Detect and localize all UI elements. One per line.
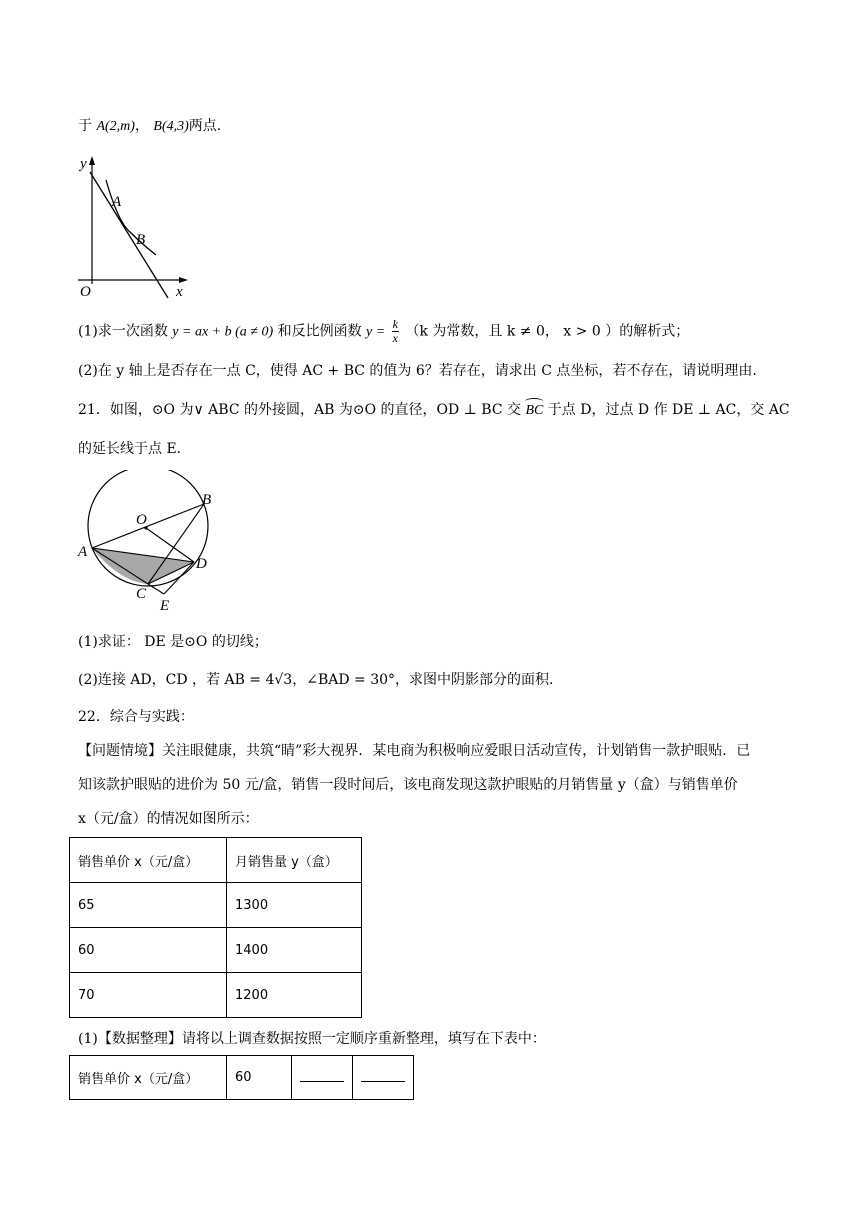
y-axis-arrow [89,156,95,165]
inverse-function-lhs: y = [366,324,386,340]
q20-part2: (2)在 y 轴上是否存在一点 C，使得 AC + BC 的值为 6？若存在，请求出 C 点坐标，若不存在，请说明理由. [78,363,757,379]
table-row [70,928,362,973]
graph-point-b: B [136,232,146,248]
x-axis-label: x [176,284,183,300]
table-cell: 65 [70,883,227,928]
q22-part1: (1)【数据整理】请将以上调查数据按照一定顺序重新整理，填写在下表中： [78,1031,546,1047]
q20-intro-prefix: 于 [78,118,92,134]
fill-in-first-value: 60 [227,1056,292,1100]
q21-line1-prefix: 21．如图，⊙O 为∨ ABC 的外接圆，AB 为⊙O 的直径，OD ⊥ BC 交 [78,402,521,418]
label-e: E [160,598,170,614]
header-price: 销售单价 x（元/盒） [70,838,227,883]
label-b: B [202,492,212,508]
q21-line2: 的延长线于点 E. [78,441,182,457]
inverse-function-fraction [392,318,399,345]
linear-function-line [90,172,168,298]
q21-line1-suffix: 于点 D，过点 D 作 DE ⊥ AC，交 AC [547,402,790,418]
separator: ， [134,118,149,134]
arc-bc-label: BC [525,401,543,421]
label-o: O [136,512,147,528]
table-cell: 70 [70,973,227,1018]
q22-paragraph-line3: x（元/盒）的情况如图所示： [78,811,259,827]
q20-part1-prefix: (1)求一次函数 [78,323,168,340]
label-c: C [136,586,147,602]
fill-in-header: 销售单价 x（元/盒） [70,1056,227,1100]
q22-paragraph-line1: 【问题情境】关注眼健康，共筑“睛”彩大视界．某电商为积极响应爱眼日活动宣传，计划销售一款护眼贴．已 [78,743,751,759]
table-row [70,883,362,928]
sales-data-table [69,837,362,1018]
q22-title: 22．综合与实践： [78,709,194,725]
blank-underline [361,1069,405,1082]
q20-intro [78,116,221,137]
table-cell: 1300 [227,883,362,928]
q20-part1 [78,318,689,345]
inverse-function-curve [106,180,156,255]
graph-point-a: A [112,194,122,210]
origin-label: O [80,284,91,300]
fill-in-table [69,1055,414,1100]
blank-underline [300,1069,344,1082]
q21-line1 [78,400,790,421]
q22-paragraph-line2: 知该款护眼贴的进价为 50 元/盒，销售一段时间后，该电商发现这款护眼贴的月销售量 y（盒）与销售单价 [78,777,738,793]
table-header-row [70,838,362,883]
q21-part2: (2)连接 AD，CD ，若 AB = 4√3，∠BAD = 30°，求图中阴影部分的面积. [78,672,554,688]
point-b-label: B(4,3) [153,119,189,134]
table-cell: 60 [70,928,227,973]
diameter-ab [92,504,204,548]
table-cell: 1400 [227,928,362,973]
y-axis-label: y [80,156,87,172]
fill-in-blank-2[interactable] [353,1056,414,1100]
label-a: A [78,544,88,560]
table-cell: 1200 [227,973,362,1018]
circle-geometry-figure [72,470,232,620]
q21-part1: (1)求证： DE 是⊙O 的切线； [78,634,268,650]
fill-in-row [70,1056,414,1100]
segment-bc [148,504,204,584]
table-row [70,973,362,1018]
q20-part1-suffix: （k 为常数，且 k ≠ 0， x > 0 ）的解析式； [405,323,690,340]
q20-part1-middle: 和反比例函数 [277,323,362,340]
label-d: D [196,556,207,572]
point-a-label: A(2,m) [96,119,135,134]
function-graph [70,152,200,300]
x-axis-arrow [179,277,188,283]
header-volume: 月销售量 y（盒） [227,838,362,883]
linear-function-formula: y = ax + b (a ≠ 0) [172,324,274,340]
q20-intro-suffix: 两点. [188,118,222,134]
fraction-denominator: x [392,331,398,345]
fill-in-blank-1[interactable] [292,1056,353,1100]
fraction-numerator: k [392,317,398,331]
